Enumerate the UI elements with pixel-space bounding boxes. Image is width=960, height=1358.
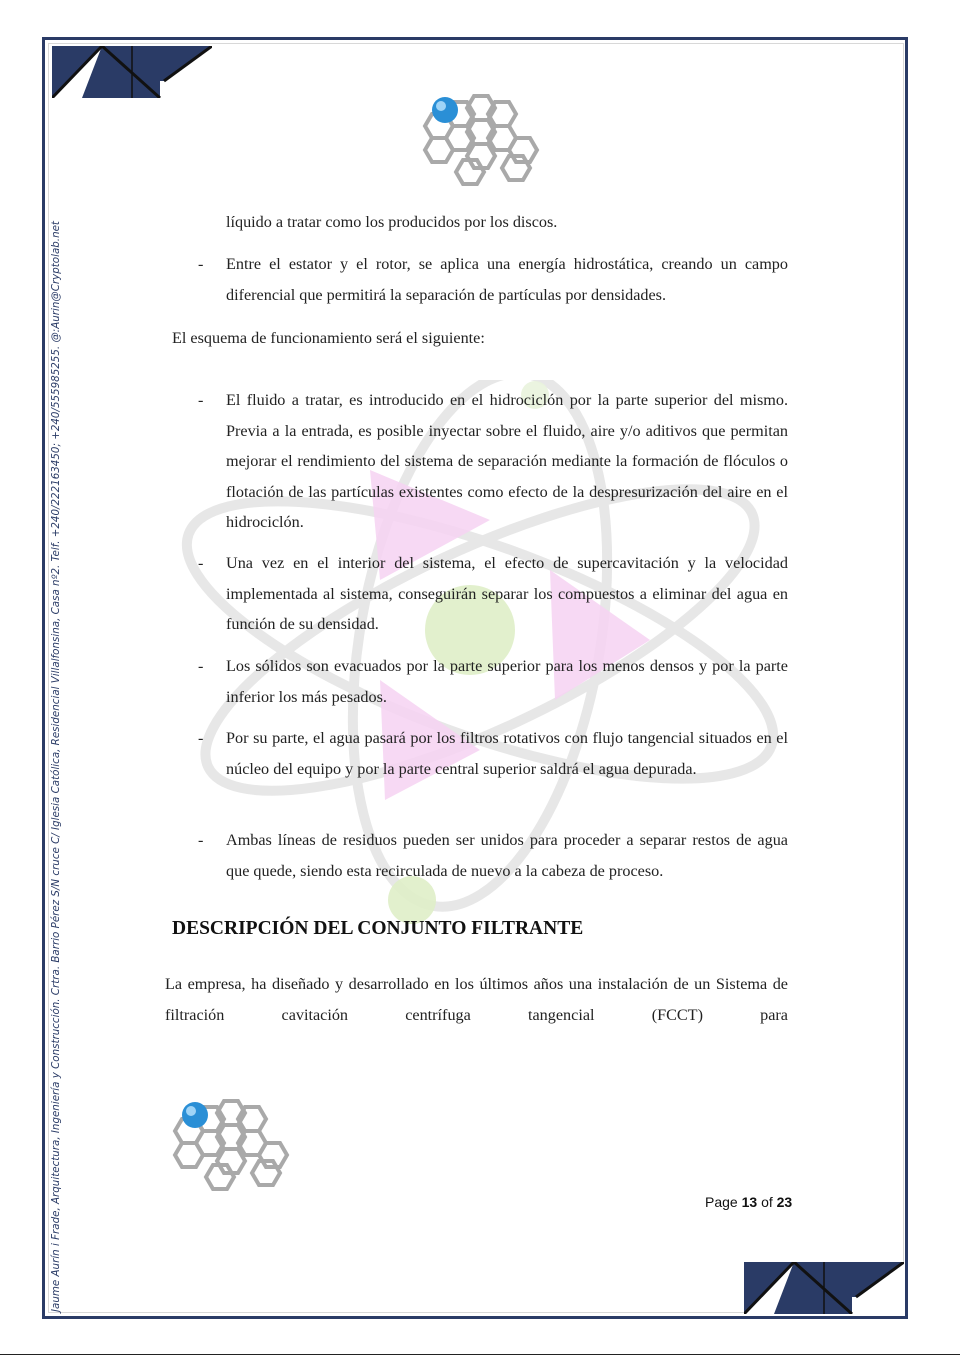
company-logo-bottom-icon [744,1262,904,1314]
bullet-dash: - [198,554,204,572]
bullet-dash: - [198,831,204,849]
page-total: 23 [776,1194,793,1210]
page-of: of [761,1194,773,1210]
page-number [705,1194,792,1210]
bullet-dash: - [198,391,204,409]
bullet-dash: - [198,657,204,675]
list-item [198,825,788,886]
company-logo-top-icon [52,46,212,98]
list-item [198,548,788,640]
bullet-dash: - [198,729,204,747]
page-current: 13 [741,1194,758,1210]
bullet-dash: - [198,255,204,273]
continued-line: líquido a tratar como los producidos por los discos. [226,213,558,231]
bullet-item-text: Entre el estator y el rotor, se aplica una energía hidrostática, creando un campo diferencial que permitirá la separación de partículas por densidades. [226,255,788,304]
list-item-text: Una vez en el interior del sistema, el efecto de supercavitación y la velocidad implementada al sistema, conseguirán separar los compuestos a eliminar del agua en función de su densidad. [226,554,788,633]
sidebar-contact-text: Jaume Aurín i Frade, Arquitectura, Ingeniería y Construcción. Crtra. Barrio Pérez S/N cruce C/ Iglesia Católica, Residencial Villalfonsina, Casa nº2. Telf. +240/222163450; +240/555985255. @:Aurin@Cryptolab.net [50,221,62,1312]
list-item-text: Ambas líneas de residuos pueden ser unidos para proceder a separar restos de agua que quede, siendo esta recirculada de nuevo a la cabeza de proceso. [226,831,788,880]
page-word: Page [705,1194,738,1210]
scheme-intro: El esquema de funcionamiento será el siguiente: [172,329,485,347]
list-item [198,651,788,712]
list-item [198,385,788,538]
molecule-logo-bottom-icon [155,1095,300,1200]
molecule-logo-top-icon [405,90,550,195]
list-item-text: El fluido a tratar, es introducido en el hidrociclón por la parte superior del mismo. Previa a la entrada, es posible inyectar sobre el fluido, aire y/o aditivos que permitan mejorar el rendimiento del sistema de separación mediante la formación de flóculos o flotación de las partículas existentes como efecto de la despresurización del aire en el hidrociclón. [226,391,788,531]
closing-paragraph: La empresa, ha diseñado y desarrollado en los últimos años una instalación de un Sistema de filtración cavitación centrífuga tangencial (FCCT) para [165,975,788,1024]
bottom-divider [0,1354,960,1355]
list-item-text: Los sólidos son evacuados por la parte superior para los menos densos y por la parte inferior los más pesados. [226,657,788,706]
section-heading: DESCRIPCIÓN DEL CONJUNTO FILTRANTE [172,918,584,939]
list-item-text: Por su parte, el agua pasará por los filtros rotativos con flujo tangencial situados en el núcleo del equipo y por la parte central superior saldrá el agua depurada. [226,729,788,778]
bullet-item-a [198,249,788,310]
list-item [198,723,788,784]
